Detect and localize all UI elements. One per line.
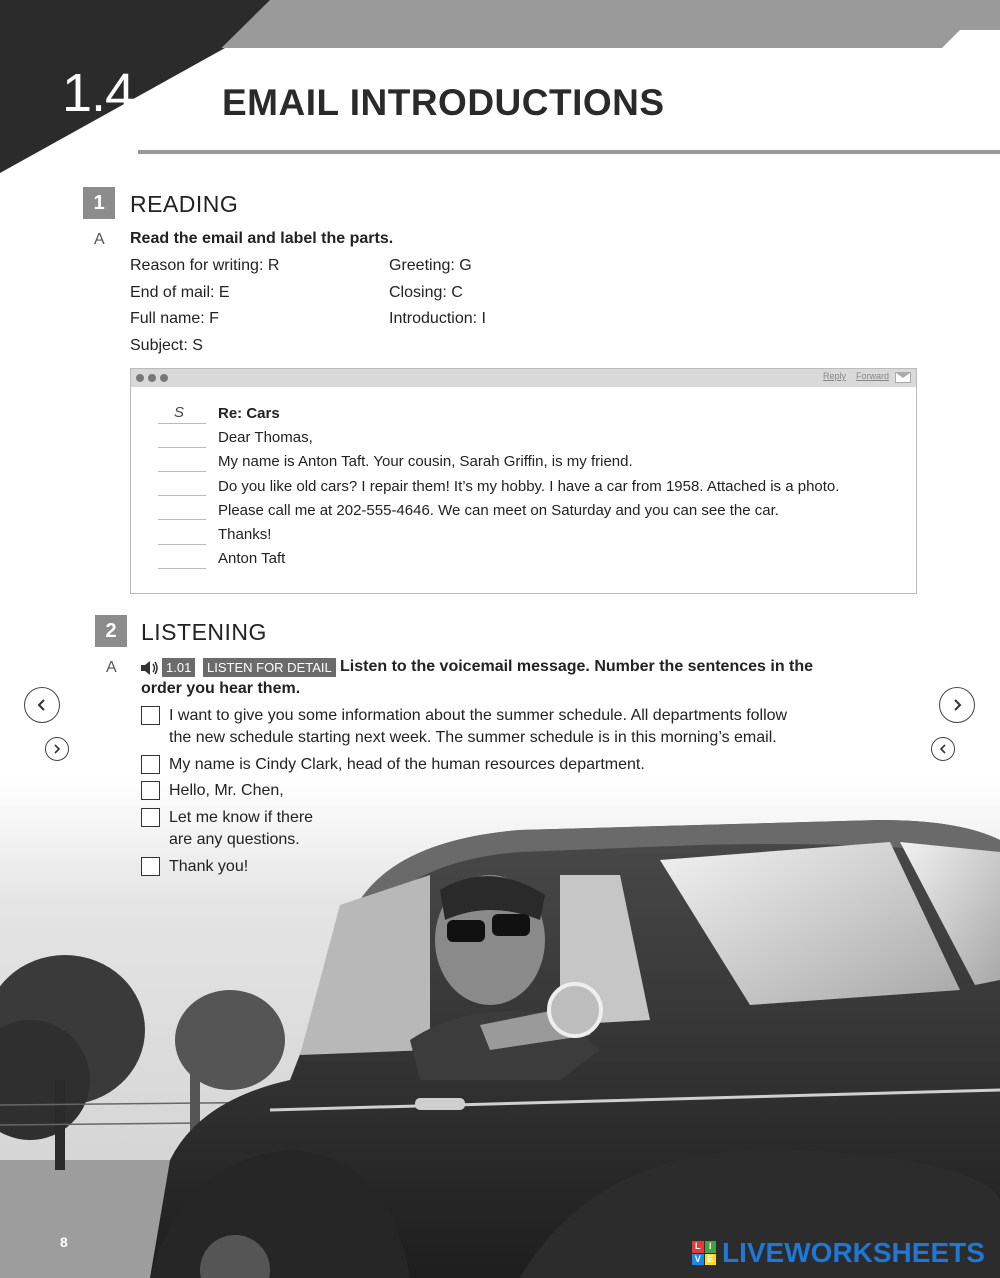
listening-instruction-line1: Listen to the voicemail message. Number the sentences in the <box>340 658 814 675</box>
answer-blank-2[interactable] <box>158 447 206 448</box>
listening-instruction-line2: order you hear them. <box>141 680 301 697</box>
envelope-icon <box>895 372 911 383</box>
reply-link[interactable]: Reply <box>823 371 847 381</box>
answer-blank-5[interactable] <box>158 519 206 520</box>
answer-blank-6[interactable] <box>158 544 206 545</box>
order-checkbox-2[interactable] <box>141 755 160 774</box>
legend-closing: Closing: C <box>389 284 463 301</box>
prev-page-button[interactable] <box>24 687 60 723</box>
answer-blank-4[interactable] <box>158 495 206 496</box>
car-photo <box>0 780 1000 1278</box>
legend-end: End of mail: E <box>130 284 230 301</box>
email-introduction: My name is Anton Taft. Your cousin, Sarah Griffin, is my friend. <box>218 453 633 470</box>
audio-track-badge[interactable]: 1.01 <box>162 658 195 677</box>
reading-instruction: Read the email and label the parts. <box>130 230 394 247</box>
listening-item-1-line1: I want to give you some information about the summer schedule. All departments follow <box>169 707 788 724</box>
logo-letter: E <box>705 1254 717 1266</box>
logo-letter: I <box>705 1241 717 1253</box>
header-notch <box>940 30 1000 50</box>
section-title-reading: READING <box>130 191 239 217</box>
answer-blank-3[interactable] <box>158 471 206 472</box>
logo-letter: V <box>692 1254 704 1266</box>
email-greeting: Dear Thomas, <box>218 429 313 446</box>
skill-badge: LISTEN FOR DETAIL <box>203 658 336 677</box>
listening-item-2: My name is Cindy Clark, head of the human resources department. <box>169 756 645 773</box>
section-number-listening: 2 <box>95 615 127 647</box>
liveworksheets-logo-icon <box>692 1241 716 1265</box>
exercise-letter: A <box>106 659 117 676</box>
legend-introduction: Introduction: I <box>389 310 486 327</box>
order-checkbox-4[interactable] <box>141 808 160 827</box>
brand-watermark[interactable] <box>692 1236 985 1270</box>
chevron-right-icon <box>52 744 62 754</box>
next-item-button[interactable] <box>45 737 69 761</box>
order-checkbox-3[interactable] <box>141 781 160 800</box>
email-reason: Do you like old cars? I repair them! It’s my hobby. I have a car from 1958. Attached is a photo. <box>218 478 840 495</box>
legend-reason: Reason for writing: R <box>130 257 280 274</box>
email-full-name: Anton Taft <box>218 550 286 567</box>
legend-subject: Subject: S <box>130 337 203 354</box>
answer-blank-value: S <box>174 404 185 421</box>
brand-name: LIVEWORKSHEETS <box>722 1237 985 1268</box>
email-closing: Thanks! <box>218 526 272 543</box>
window-dot-icon <box>136 374 144 382</box>
page-title: EMAIL INTRODUCTIONS <box>222 82 665 123</box>
next-page-button[interactable] <box>939 687 975 723</box>
chevron-left-icon <box>35 698 49 712</box>
order-checkbox-5[interactable] <box>141 857 160 876</box>
listening-item-5: Thank you! <box>169 858 249 875</box>
listening-item-3: Hello, Mr. Chen, <box>169 782 284 799</box>
answer-blank-7[interactable] <box>158 568 206 569</box>
section-title-listening: LISTENING <box>141 619 267 645</box>
speaker-icon[interactable] <box>140 659 160 677</box>
legend-greeting: Greeting: G <box>389 257 472 274</box>
email-titlebar <box>131 369 916 387</box>
page-number: 8 <box>60 1234 68 1250</box>
listening-item-4-line1: Let me know if there <box>169 809 314 826</box>
order-checkbox-1[interactable] <box>141 706 160 725</box>
lesson-number: 1.4 <box>62 63 135 123</box>
logo-letter: L <box>692 1241 704 1253</box>
prev-item-button[interactable] <box>931 737 955 761</box>
exercise-letter: A <box>94 231 105 248</box>
listening-item-1-line2: the new schedule starting next week. The summer schedule is in this morning’s email. <box>169 729 777 746</box>
window-dot-icon <box>160 374 168 382</box>
chevron-right-icon <box>950 698 964 712</box>
chevron-left-icon <box>938 744 948 754</box>
email-end: Please call me at 202-555-4646. We can meet on Saturday and you can see the car. <box>218 502 779 519</box>
section-number-reading: 1 <box>83 187 115 219</box>
listening-item-4-line2: are any questions. <box>169 831 300 848</box>
answer-blank-1[interactable] <box>158 423 206 424</box>
email-subject: Re: Cars <box>218 405 280 422</box>
header-rule <box>138 150 1000 154</box>
legend-full-name: Full name: F <box>130 310 219 327</box>
window-dot-icon <box>148 374 156 382</box>
forward-link[interactable]: Forward <box>856 371 890 381</box>
